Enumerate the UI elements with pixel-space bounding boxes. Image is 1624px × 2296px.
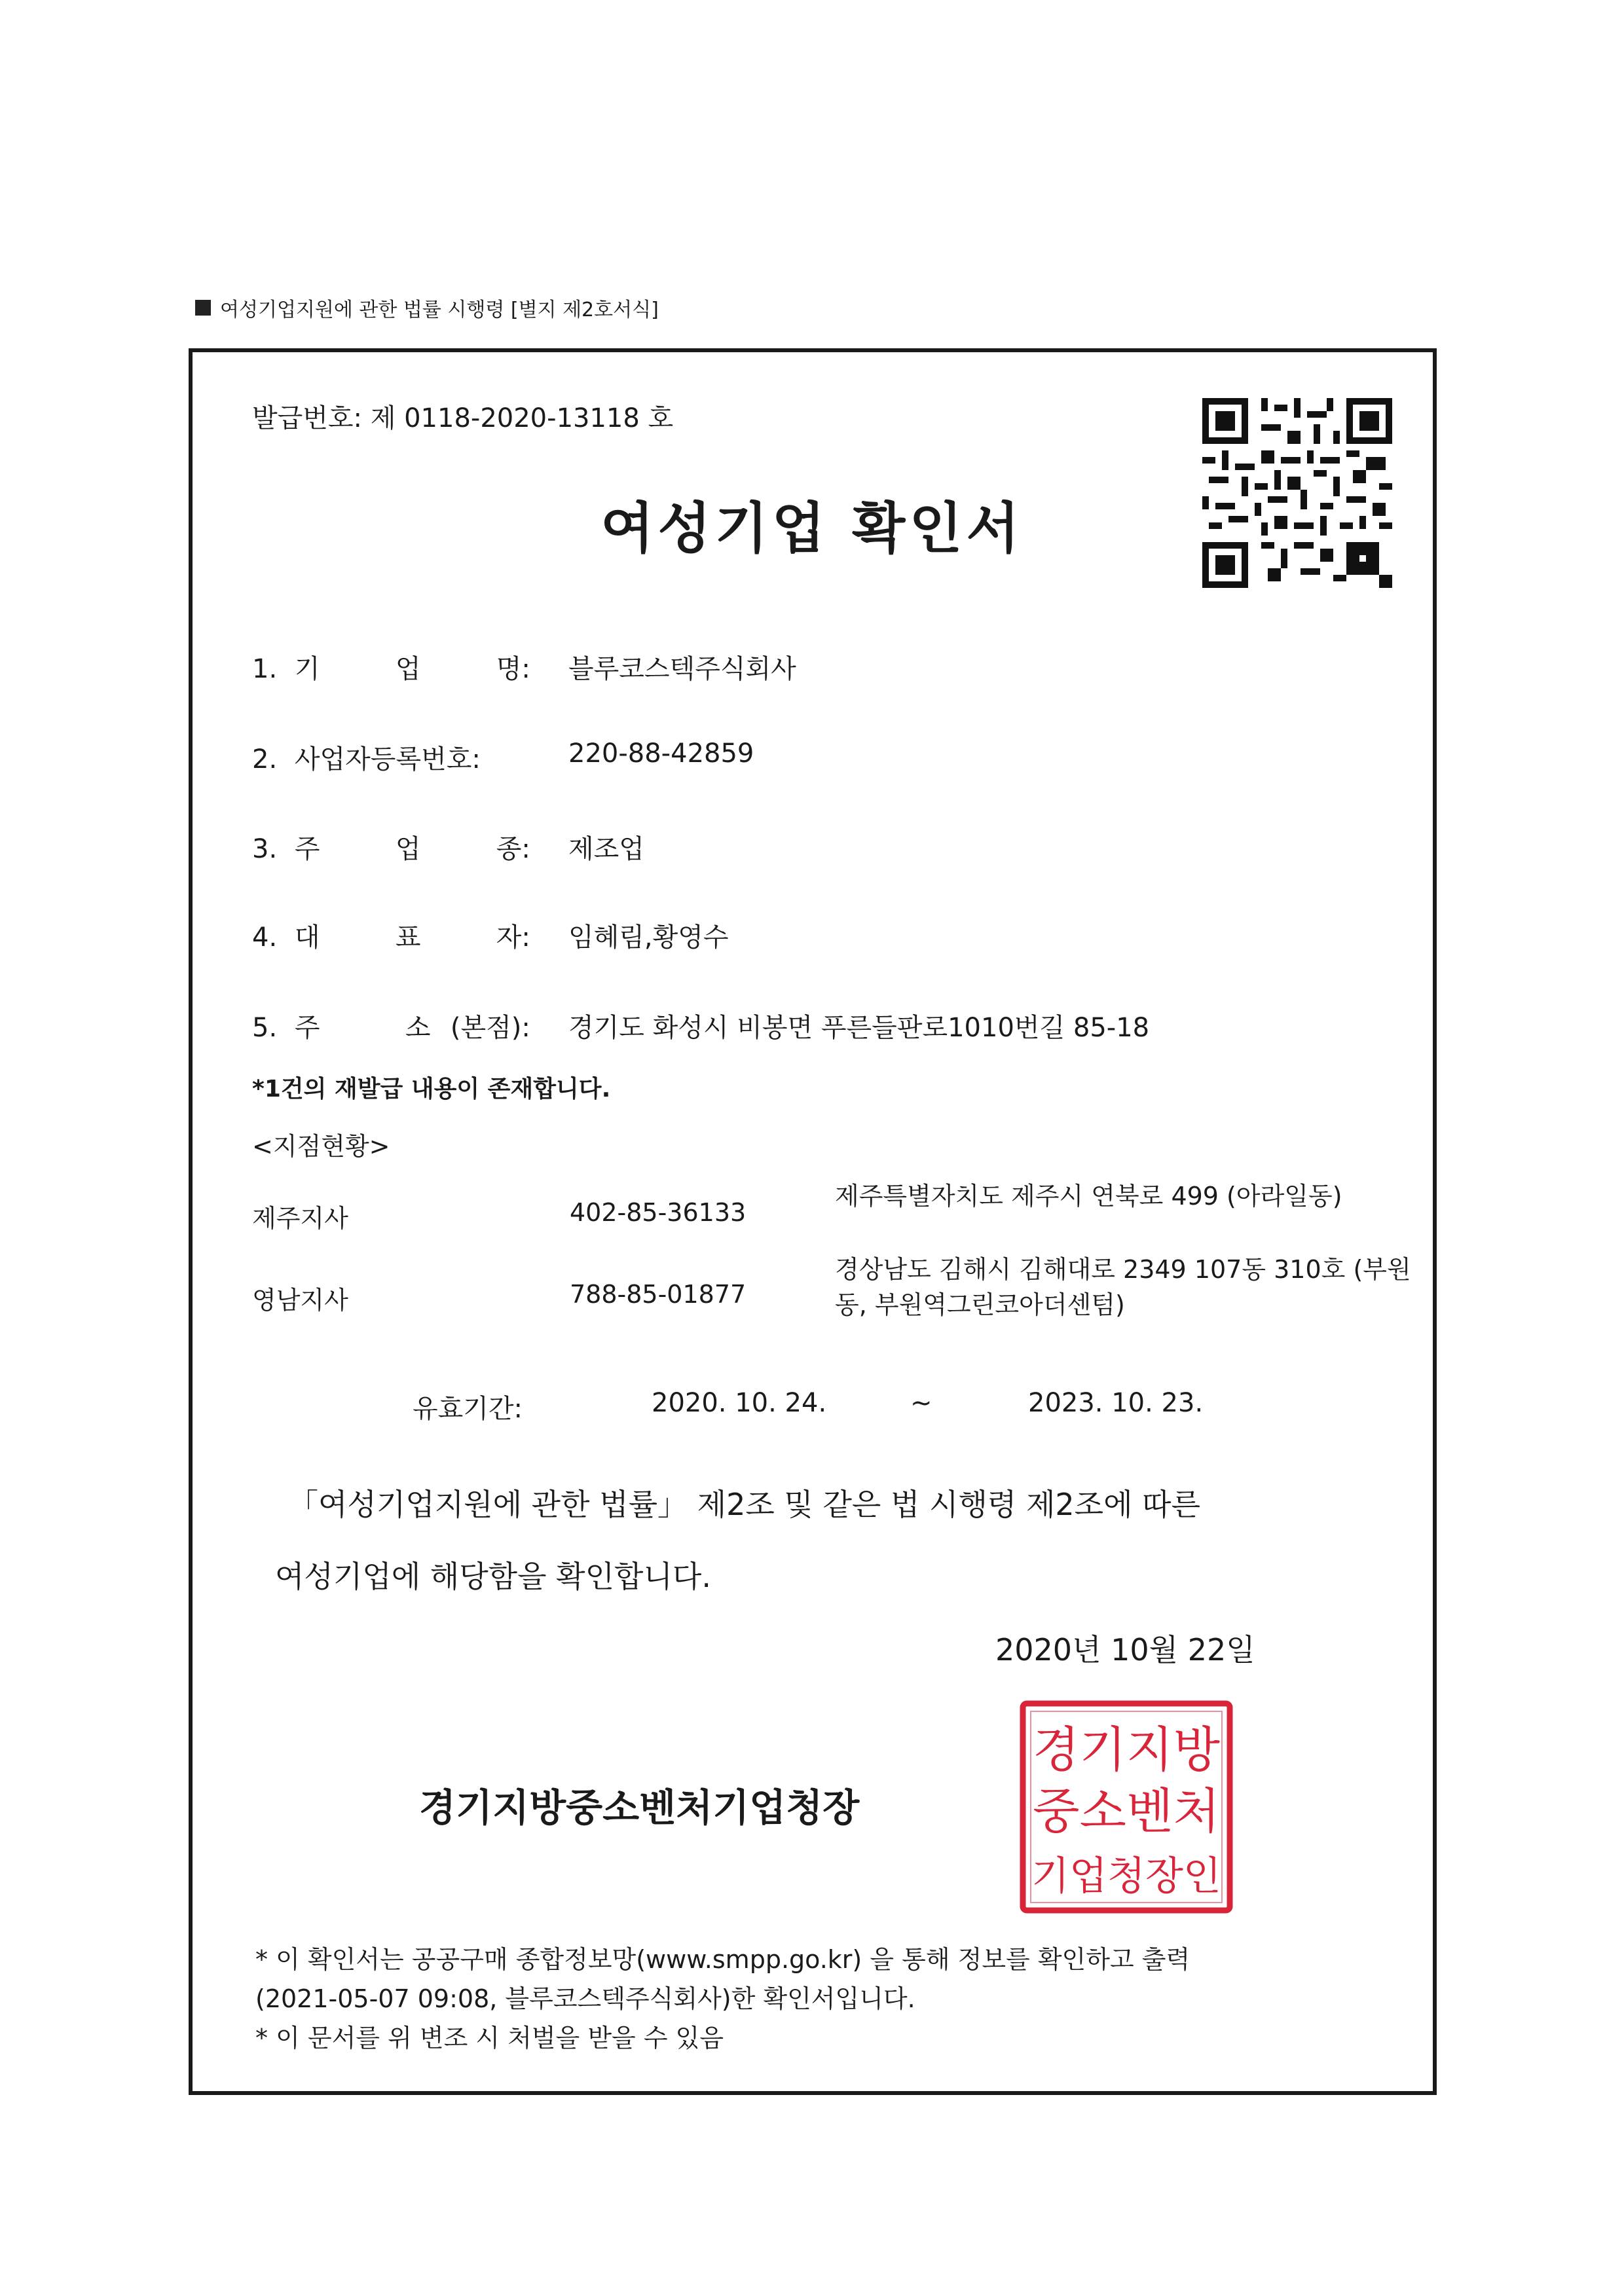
field-label-business-reg-no: 2. 사업자등록번호: xyxy=(252,744,481,774)
statement-line-2: 여성기업에 해당함을 확인합니다. xyxy=(275,1559,711,1594)
field-value-address: 경기도 화성시 비봉면 푸른들판로1010번길 85-18 xyxy=(568,1013,1150,1043)
form-caption xyxy=(195,293,659,322)
qr-code-icon xyxy=(1202,398,1392,588)
branch-address: 경상남도 김해시 김해대로 2349 107동 310호 (부원동, 부원역그린코아더센텀) xyxy=(835,1255,1411,1319)
square-bullet-icon xyxy=(195,300,211,316)
issuing-authority: 경기지방중소벤처기업청장 xyxy=(419,1785,860,1830)
form-caption-text: 여성기업지원에 관한 법률 시행령 [별지 제2호서식] xyxy=(220,299,659,321)
svg-text:경기지방: 경기지방 xyxy=(1033,1722,1220,1778)
branch-name: 영남지사 xyxy=(252,1286,348,1315)
document-title: 여성기업 확인서 xyxy=(600,496,1024,560)
issue-number: 발급번호: 제 0118-2020-13118 호 xyxy=(252,403,674,433)
field-label-representative: 4. 대 표 자: xyxy=(252,922,530,953)
reissue-note: *1건의 재발급 내용이 존재합니다. xyxy=(252,1076,611,1102)
issue-date: 2020년 10월 22일 xyxy=(995,1632,1255,1667)
field-label-company-name: 1. 기 업 명: xyxy=(252,654,530,684)
field-value-company-name: 블루코스텍주식회사 xyxy=(568,654,796,684)
branch-heading: <지점현황> xyxy=(252,1132,390,1161)
branch-address: 제주특별자치도 제주시 연북로 499 (아라일동) xyxy=(835,1182,1342,1211)
validity-separator: ~ xyxy=(910,1388,932,1418)
field-label-address: 5. 주 소 (본점): xyxy=(252,1013,530,1043)
validity-label: 유효기간: xyxy=(413,1394,523,1424)
field-value-representative: 임혜림,황영수 xyxy=(568,922,729,953)
branch-name: 제주지사 xyxy=(252,1204,348,1233)
field-value-industry: 제조업 xyxy=(568,834,644,864)
branch-reg-no: 788-85-01877 xyxy=(570,1280,747,1309)
footnote-3: * 이 문서를 위 변조 시 처벌을 받을 수 있음 xyxy=(255,2024,724,2052)
svg-text:중소벤처: 중소벤처 xyxy=(1033,1783,1220,1840)
field-value-business-reg-no: 220-88-42859 xyxy=(568,738,754,769)
statement-line-1: 「여성기업지원에 관한 법률」 제2조 및 같은 법 시행령 제2조에 따른 xyxy=(288,1487,1201,1522)
validity-start-date: 2020. 10. 24. xyxy=(652,1388,827,1418)
footnote-1: * 이 확인서는 공공구매 종합정보망(www.smpp.go.kr) 을 통해 정보를 확인하고 출력 xyxy=(255,1945,1190,1974)
field-label-industry: 3. 주 업 종: xyxy=(252,834,530,864)
certificate-frame xyxy=(189,348,1437,2095)
official-seal-icon xyxy=(1019,1700,1234,1914)
validity-end-date: 2023. 10. 23. xyxy=(1028,1388,1204,1418)
footnote-2: (2021-05-07 09:08, 블루코스텍주식회사)한 확인서입니다. xyxy=(255,1984,915,2013)
svg-text:기업청장인: 기업청장인 xyxy=(1031,1853,1221,1899)
branch-reg-no: 402-85-36133 xyxy=(570,1198,747,1227)
